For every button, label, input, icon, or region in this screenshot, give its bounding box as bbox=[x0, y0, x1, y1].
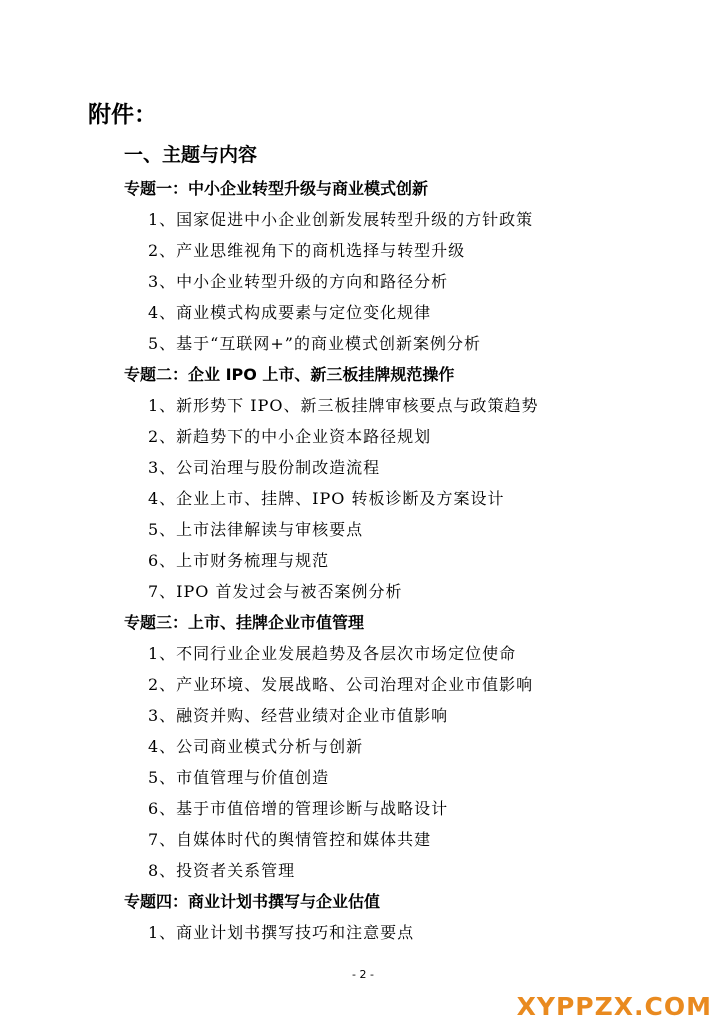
topic-heading: 专题四：商业计划书撰写与企业估值 bbox=[124, 892, 381, 911]
list-item: 4、企业上市、挂牌、IPO 转板诊断及方案设计 bbox=[148, 489, 505, 508]
list-item: 3、中小企业转型升级的方向和路径分析 bbox=[148, 272, 449, 291]
list-item: 5、市值管理与价值创造 bbox=[148, 768, 330, 787]
list-item: 5、基于“互联网+”的商业模式创新案例分析 bbox=[148, 334, 481, 353]
list-item: 3、公司治理与股份制改造流程 bbox=[148, 458, 381, 477]
topic-heading: 专题二：企业 IPO 上市、新三板挂牌规范操作 bbox=[124, 365, 455, 384]
attachment-label: 附件： bbox=[88, 102, 157, 128]
list-item: 2、新趋势下的中小企业资本路径规划 bbox=[148, 427, 432, 446]
list-item: 7、自媒体时代的舆情管控和媒体共建 bbox=[148, 830, 432, 849]
list-item: 3、融资并购、经营业绩对企业市值影响 bbox=[148, 706, 449, 725]
list-item: 1、新形势下 IPO、新三板挂牌审核要点与政策趋势 bbox=[148, 396, 539, 415]
list-item: 1、商业计划书撰写技巧和注意要点 bbox=[148, 923, 415, 942]
watermark-logo: XYPPZX.COM bbox=[516, 992, 712, 1021]
list-item: 2、产业思维视角下的商机选择与转型升级 bbox=[148, 241, 466, 260]
list-item: 2、产业环境、发展战略、公司治理对企业市值影响 bbox=[148, 675, 534, 694]
section-title: 一、主题与内容 bbox=[124, 144, 258, 166]
list-item: 4、商业模式构成要素与定位变化规律 bbox=[148, 303, 432, 322]
topic-heading: 专题三：上市、挂牌企业市值管理 bbox=[124, 613, 365, 632]
topic-heading: 专题一：中小企业转型升级与商业模式创新 bbox=[124, 179, 429, 198]
list-item: 5、上市法律解读与审核要点 bbox=[148, 520, 364, 539]
list-item: 1、不同行业企业发展趋势及各层次市场定位使命 bbox=[148, 644, 517, 663]
list-item: 6、基于市值倍增的管理诊断与战略设计 bbox=[148, 799, 449, 818]
list-item: 7、IPO 首发过会与被否案例分析 bbox=[148, 582, 403, 601]
list-item: 1、国家促进中小企业创新发展转型升级的方针政策 bbox=[148, 210, 534, 229]
list-item: 6、上市财务梳理与规范 bbox=[148, 551, 330, 570]
list-item: 8、投资者关系管理 bbox=[148, 861, 296, 880]
list-item: 4、公司商业模式分析与创新 bbox=[148, 737, 364, 756]
page-number: - 2 - bbox=[352, 968, 374, 981]
